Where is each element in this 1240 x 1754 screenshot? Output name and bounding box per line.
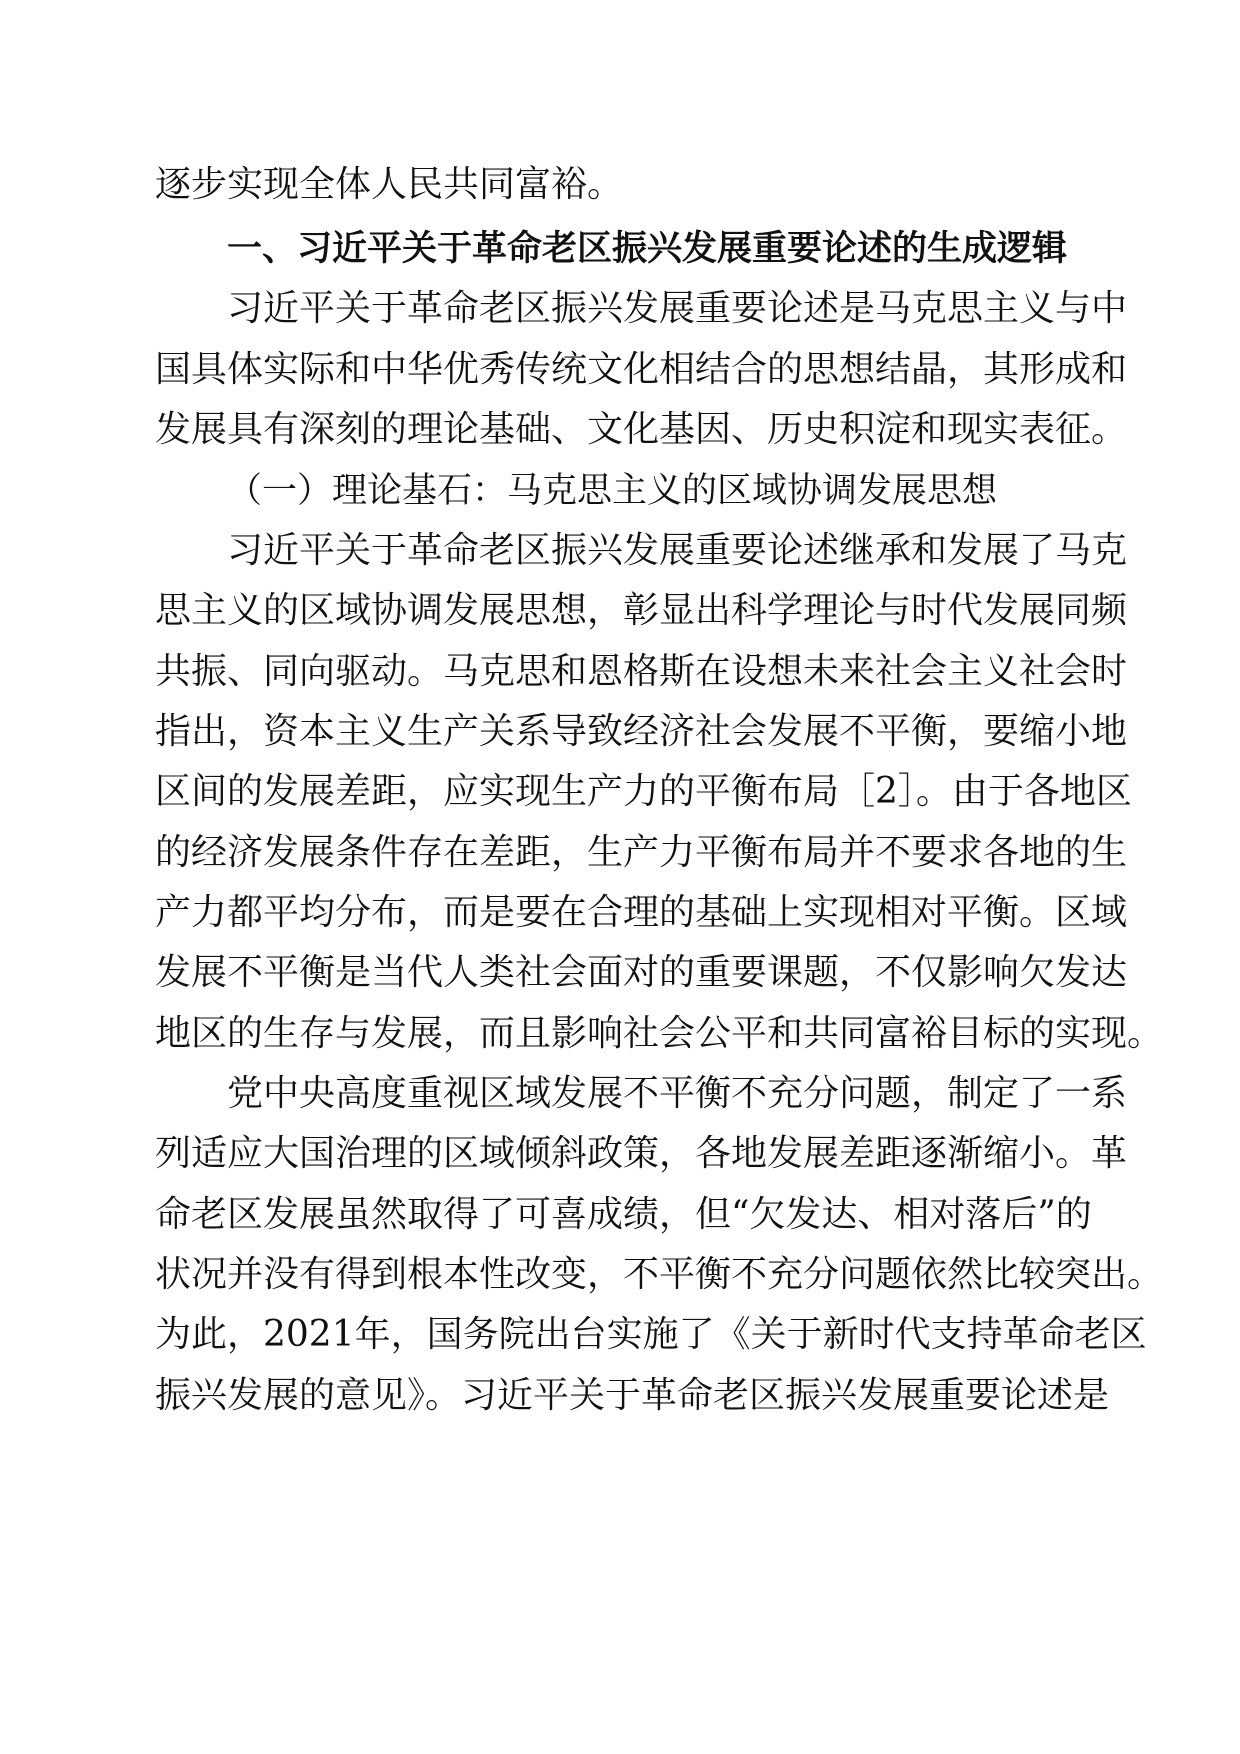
paragraph-line: 区间的发展差距，应实现生产力的平衡布局［2］。由于各地区 <box>155 771 1132 812</box>
paragraph-line: 党中央高度重视区域发展不平衡不充分问题，制定了一系 <box>227 1073 1128 1114</box>
paragraph-line: 产力都平均分布，而是要在合理的基础上实现相对平衡。区域 <box>155 892 1128 933</box>
body-text-line: 逐步实现全体人民共同富裕。 <box>155 164 624 205</box>
section-heading: 一、习近平关于革命老区振兴发展重要论述的生成逻辑 <box>227 229 1068 269</box>
paragraph-line: 共振、同向驱动。马克思和恩格斯在设想未来社会主义社会时 <box>155 651 1128 692</box>
paragraph-line: 指出，资本主义生产关系导致经济社会发展不平衡，要缩小地 <box>155 711 1128 752</box>
paragraph-line: 状况并没有得到根本性改变，不平衡不充分问题依然比较突出。 <box>155 1254 1164 1295</box>
paragraph-line: 发展不平衡是当代人类社会面对的重要课题，不仅影响欠发达 <box>155 952 1128 993</box>
paragraph-line: 发展具有深刻的理论基础、文化基因、历史积淀和现实表征。 <box>155 409 1128 450</box>
paragraph-line: 列适应大国治理的区域倾斜政策，各地发展差距逐渐缩小。革 <box>155 1133 1128 1174</box>
paragraph-line: 为此，2021年，国务院出台实施了《关于新时代支持革命老区 <box>155 1314 1147 1355</box>
paragraph-line: 思主义的区域协调发展思想，彰显出科学理论与时代发展同频 <box>155 590 1128 631</box>
paragraph-line: 的经济发展条件存在差距，生产力平衡布局并不要求各地的生 <box>155 832 1128 873</box>
subsection-heading: （一）理论基石：马克思主义的区域协调发展思想 <box>227 471 998 511</box>
paragraph-line: 命老区发展虽然取得了可喜成绩，但“欠发达、相对落后”的 <box>155 1194 1092 1235</box>
paragraph-line: 国具体实际和中华优秀传统文化相结合的思想结晶，其形成和 <box>155 349 1128 390</box>
paragraph-line: 振兴发展的意见》。习近平关于革命老区振兴发展重要论述是 <box>155 1375 1110 1416</box>
paragraph-line: 习近平关于革命老区振兴发展重要论述是马克思主义与中 <box>227 288 1128 329</box>
paragraph-line: 习近平关于革命老区振兴发展重要论述继承和发展了马克 <box>227 530 1128 571</box>
paragraph-line: 地区的生存与发展，而且影响社会公平和共同富裕目标的实现。 <box>155 1013 1164 1054</box>
